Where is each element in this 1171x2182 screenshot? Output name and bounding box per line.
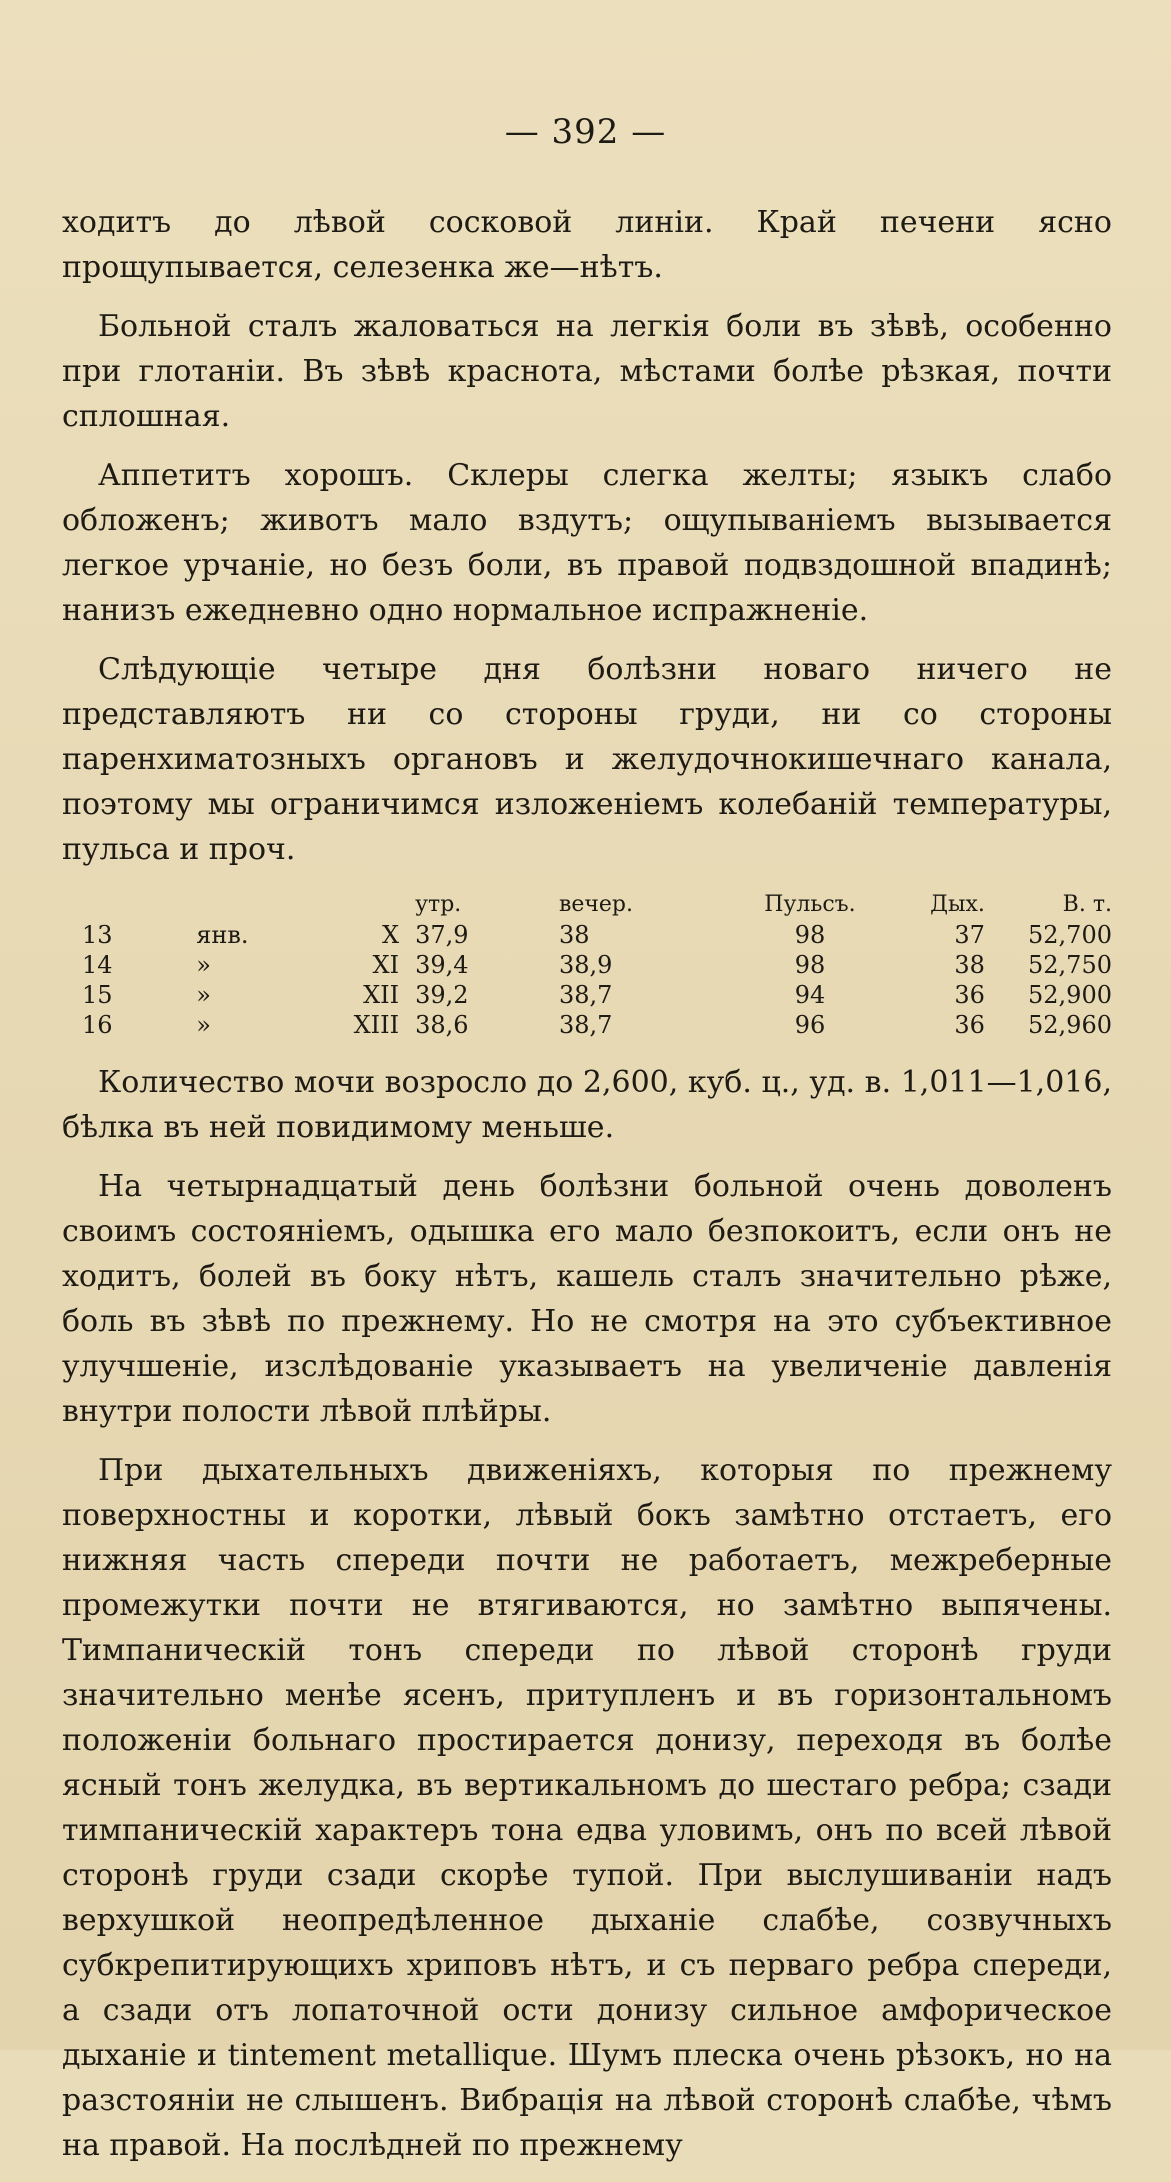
cell-evening: 38,9 [558, 951, 613, 979]
vitals-table [62, 890, 1112, 1040]
cell-evening: 38,7 [558, 1011, 613, 1039]
cell-month: » [196, 1011, 211, 1039]
cell-date: 14 [82, 951, 113, 979]
body-text [62, 200, 1112, 2182]
cell-resp: 36 [954, 981, 985, 1009]
table-header-row [62, 890, 1112, 920]
cell-morning: 37,9 [415, 921, 469, 949]
cell-date: 15 [82, 981, 113, 1009]
cell-morning: 39,4 [415, 951, 469, 979]
cell-resp: 37 [954, 921, 985, 949]
header-pulse: Пульсъ. [764, 892, 856, 917]
cell-resp: 38 [954, 951, 985, 979]
header-weight: В. т. [1062, 892, 1112, 917]
cell-pulse: 94 [794, 981, 826, 1009]
paragraph: На четырнадцатый день болѣзни больной очень доволенъ своимъ состояніемъ, одышка его мало безпокоитъ, если онъ не ходитъ, болей въ боку нѣтъ, кашель сталъ значительно рѣже, боль въ зѣвѣ по прежнему. Но не смотря на это субъективное улучшеніе, изслѣдованіе указываетъ на увеличеніе давленія внутри полости лѣвой плѣйры. [62, 1169, 1112, 1429]
cell-day: X [382, 921, 400, 949]
cell-pulse: 96 [794, 1011, 826, 1039]
paragraph: Количество мочи возросло до 2,600, куб. ц., уд. в. 1,011—1,016, бѣлка въ ней повидимому меньше. [62, 1065, 1112, 1145]
cell-weight: 52,900 [1028, 981, 1112, 1009]
table-row [62, 980, 1112, 1010]
paragraph: Слѣдующіе четыре дня болѣзни новаго ничего не представляютъ ни со стороны груди, ни со стороны паренхиматозныхъ органовъ и желудочнокишечнаго канала, поэтому мы ограничимся изложеніемъ колебаній температуры, пульса и проч. [62, 652, 1112, 867]
cell-morning: 38,6 [415, 1011, 469, 1039]
paragraph: При дыхательныхъ движеніяхъ, которыя по прежнему поверхностны и коротки, лѣвый бокъ замѣтно отстаетъ, его нижняя часть спереди почти не работаетъ, межреберные промежутки почти не втягиваются, но замѣтно выпячены. Тимпаническій тонъ спереди по лѣвой сторонѣ груди значительно менѣе ясенъ, притупленъ и въ горизонтальномъ положеніи больнаго простирается донизу, переходя въ болѣе ясный тонъ желудка, въ вертикальномъ до шестаго ребра; сзади тимпаническій характеръ тона едва уловимъ, онъ по всей лѣвой сторонѣ груди сзади скорѣе тупой. При выслушиваніи надъ верхушкой неопредѣленное дыханіе слабѣе, созвучныхъ субкрепитирующихъ хриповъ нѣтъ, и съ перваго ребра спереди, а сзади отъ лопаточной ости донизу сильное амфорическое дыханіе и tintement metallique. Шумъ плеска очень рѣзокъ, но на разстояніи не слышенъ. Вибрація на лѣвой сторонѣ слабѣе, чѣмъ на правой. На послѣдней по прежнему [62, 1453, 1112, 2163]
cell-evening: 38,7 [558, 981, 613, 1009]
cell-day: XI [372, 951, 400, 979]
cell-month: » [196, 951, 211, 979]
cell-pulse: 98 [794, 951, 826, 979]
table-row [62, 950, 1112, 980]
table-row [62, 1010, 1112, 1040]
header-evening: вечер. [558, 892, 633, 917]
cell-day: XIII [353, 1011, 400, 1039]
paragraph: ходитъ до лѣвой сосковой линіи. Край печени ясно прощупывается, селезенка же—нѣтъ. [62, 205, 1112, 285]
header-resp: Дых. [930, 892, 985, 917]
cell-day: XII [363, 981, 400, 1009]
cell-morning: 39,2 [415, 981, 469, 1009]
cell-resp: 36 [954, 1011, 985, 1039]
paragraph: Аппетитъ хорошъ. Склеры слегка желты; языкъ слабо обложенъ; животъ мало вздутъ; ощупываніемъ вызывается легкое урчаніе, но безъ боли, въ правой подвздошной впадинѣ; нанизъ ежедневно одно нормальное испражненіе. [62, 458, 1112, 628]
cell-weight: 52,960 [1028, 1011, 1112, 1039]
table-row [62, 920, 1112, 950]
cell-date: 13 [82, 921, 113, 949]
header-morning: утр. [415, 892, 462, 917]
cell-month: янв. [196, 921, 249, 949]
cell-weight: 52,750 [1028, 951, 1112, 979]
cell-weight: 52,700 [1028, 921, 1112, 949]
cell-evening: 38 [558, 921, 590, 949]
paragraph: Больной сталъ жаловаться на легкія боли въ зѣвѣ, особенно при глотаніи. Въ зѣвѣ краснота, мѣстами болѣе рѣзкая, почти сплошная. [62, 309, 1112, 434]
page-number: — 392 — [504, 112, 667, 152]
cell-month: » [196, 981, 211, 1009]
cell-pulse: 98 [794, 921, 826, 949]
cell-date: 16 [82, 1011, 113, 1039]
